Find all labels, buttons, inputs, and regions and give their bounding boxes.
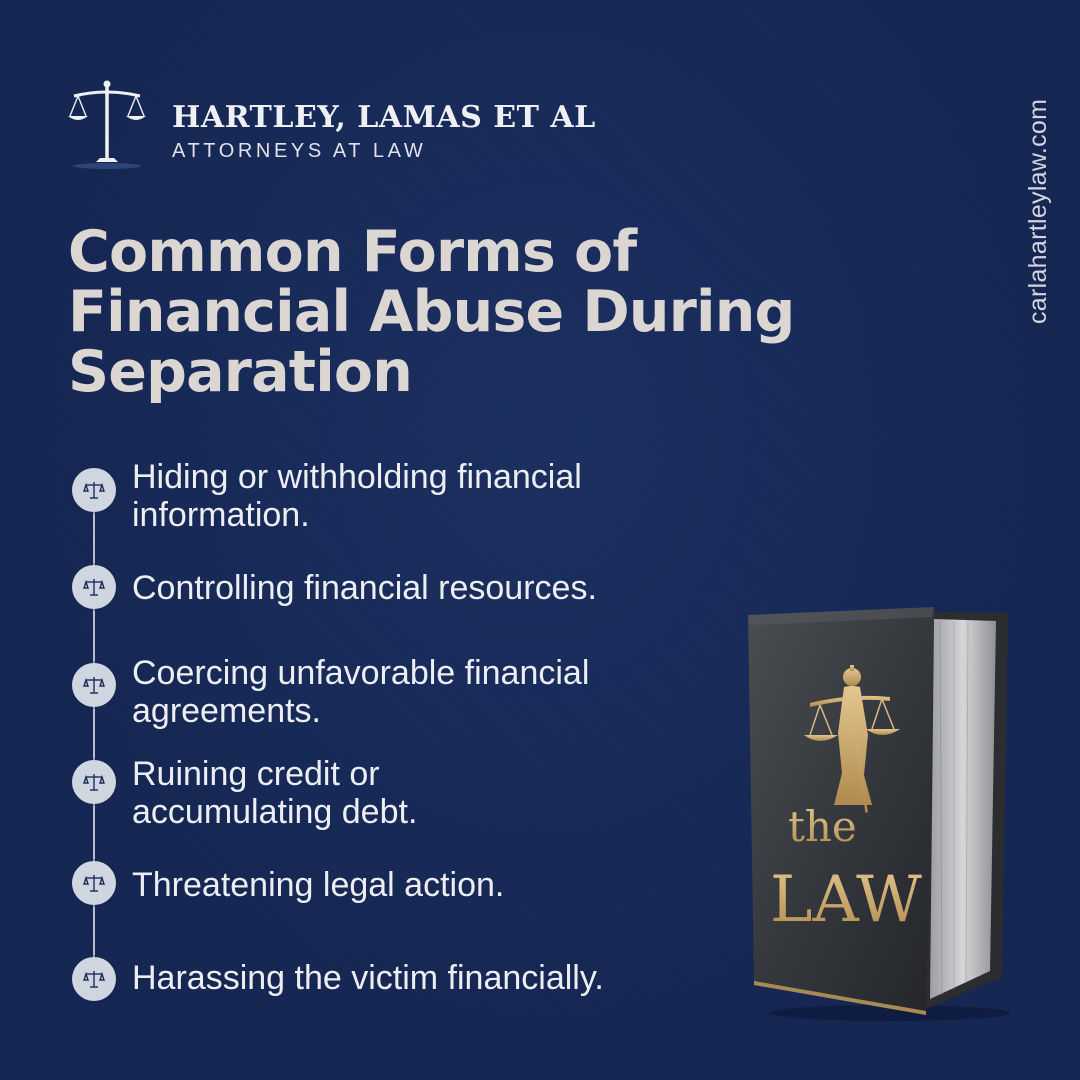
bullet-scales-icon: [72, 861, 116, 905]
firm-name: HARTLEY, LAMAS ET AL: [172, 100, 596, 135]
law-book-illustration: [740, 605, 1020, 1025]
page-title: Common Forms of Financial Abuse During Separation: [68, 219, 795, 405]
bullet-scales-icon: [72, 565, 116, 609]
scales-icon: [81, 574, 107, 600]
list-item: Controlling financial resources.: [132, 569, 597, 607]
scales-of-justice-icon: [66, 78, 148, 170]
book-cover-the: the: [788, 802, 857, 851]
book-cover-law: LAW: [770, 863, 922, 937]
list-item: Ruining credit or accumulating debt.: [132, 755, 418, 831]
firm-logo: [66, 78, 596, 173]
website-link[interactable]: carlahartleylaw.com: [1024, 98, 1052, 324]
bullet-scales-icon: [72, 957, 116, 1001]
firm-tagline: ATTORNEYS AT LAW: [172, 140, 427, 162]
scales-icon: [81, 966, 107, 992]
list-item: Coercing unfavorable financial agreements.: [132, 654, 590, 730]
scales-icon: [81, 769, 107, 795]
list-item: Harassing the victim financially.: [132, 959, 604, 997]
scales-icon: [81, 870, 107, 896]
bullet-scales-icon: [72, 468, 116, 512]
list-item: Hiding or withholding financial information.: [132, 458, 582, 534]
scales-icon: [81, 477, 107, 503]
bullet-scales-icon: [72, 760, 116, 804]
list-item: Threatening legal action.: [132, 866, 505, 904]
scales-icon: [81, 672, 107, 698]
bullet-scales-icon: [72, 663, 116, 707]
